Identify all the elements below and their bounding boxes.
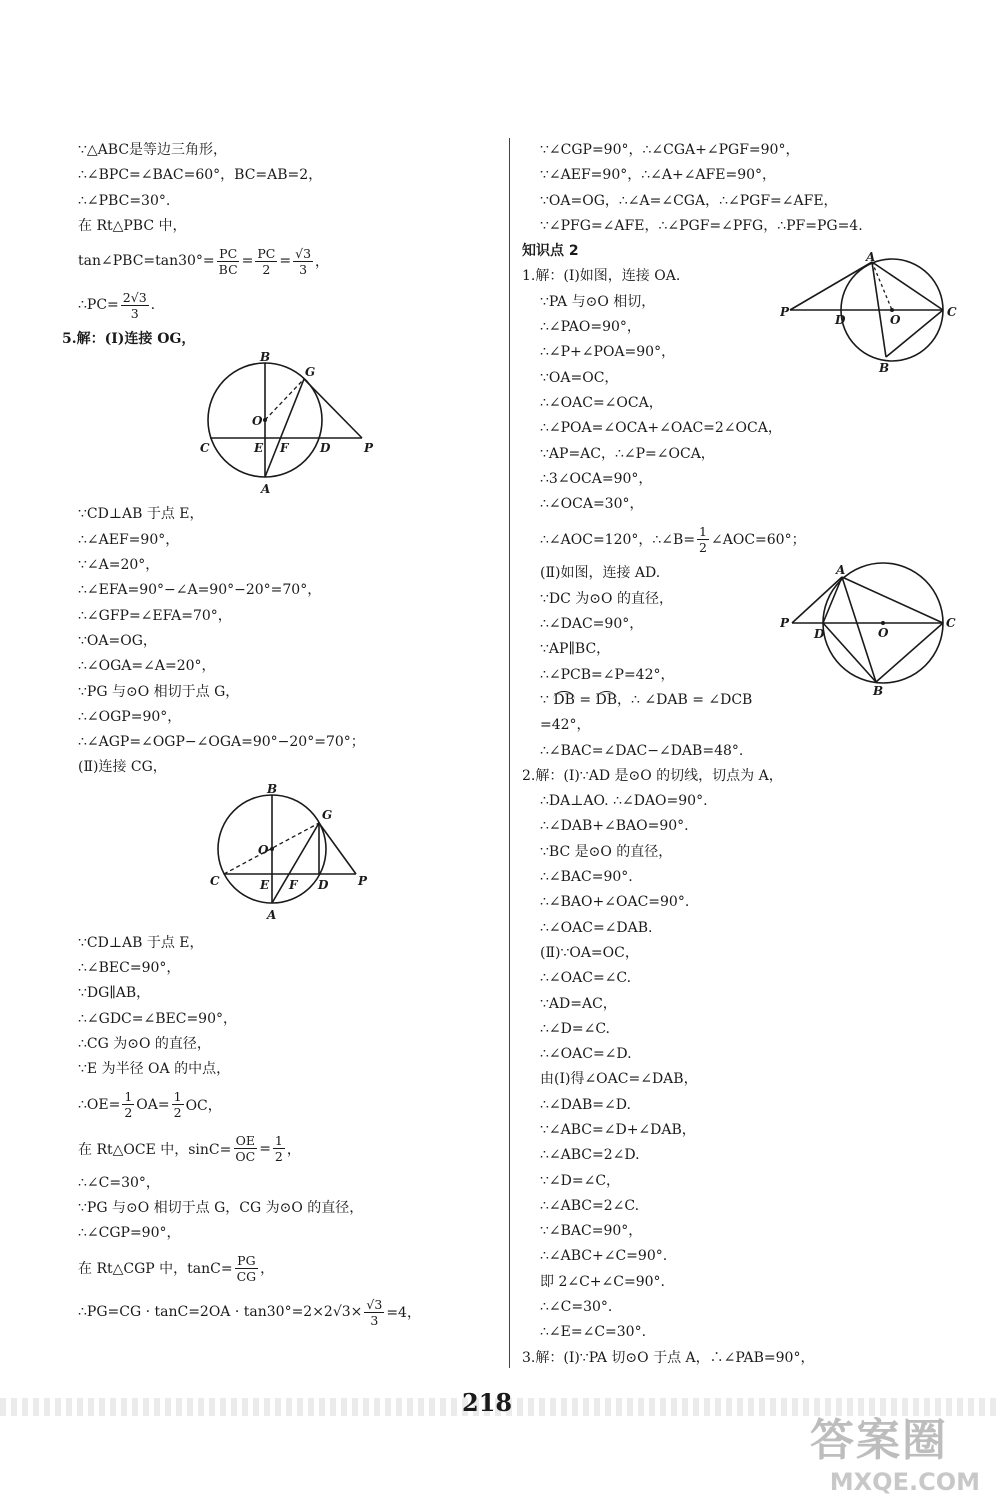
label-D: D: [320, 441, 331, 456]
text-line: ∵CD⊥AB 于点 E，: [78, 934, 204, 951]
text-line: ∴∠AGP=∠OGP−∠OGA=90°−20°=70°；: [78, 734, 365, 751]
denominator: 3: [370, 1312, 379, 1328]
formula-text: ，: [315, 254, 330, 271]
text-line: ∵AP∥BC，: [540, 641, 611, 658]
label-C: C: [200, 441, 210, 456]
fraction: [364, 1297, 384, 1328]
denominator: 2: [262, 261, 271, 277]
text-line: ∴∠CGP=90°，: [78, 1225, 181, 1242]
numerator: √3: [295, 245, 312, 261]
fraction: [273, 1133, 285, 1164]
text-line: ∴∠DAC=90°，: [540, 616, 644, 633]
text-line: ∴DA⊥AO. ∴∠DAO=90°.: [540, 793, 708, 810]
formula-text: 在 Rt△OCE 中，sinC=: [78, 1141, 232, 1158]
formula-text: =: [279, 253, 292, 270]
text-line: ∴∠PCB=∠P=42°，: [540, 666, 675, 683]
geometry-diagram: [192, 352, 392, 502]
arc-notation: DB: [595, 691, 618, 708]
text-line: ∵∠ABC=∠D+∠DAB，: [540, 1121, 696, 1138]
label-B: B: [879, 361, 890, 376]
text-line: ∵CD⊥AB 于点 E，: [78, 506, 204, 523]
text-line: ∵△ABC是等边三角形，: [78, 142, 228, 158]
formula-line: [522, 517, 962, 561]
text-line: ∵∠D=∠C，: [540, 1172, 621, 1189]
label-B: B: [260, 352, 271, 365]
fraction: [121, 290, 149, 321]
text-line: ∴∠C=30°.: [540, 1299, 613, 1316]
formula-text: =: [259, 1140, 271, 1157]
formula-text: ∴PC=: [78, 297, 119, 314]
text-line: ∴∠OAC=∠DAB.: [540, 919, 653, 936]
denominator: CG: [236, 1268, 257, 1284]
fraction: [255, 246, 277, 277]
text-line: ∴∠ABC=2∠C.: [540, 1197, 640, 1214]
text-line: ∵PG 与⊙O 相切于点 G，: [78, 683, 240, 700]
denominator: 2: [124, 1105, 133, 1121]
text-line: ∵PG 与⊙O 相切于点 G，CG 为⊙O 的直径，: [78, 1199, 364, 1216]
denominator: 3: [299, 261, 308, 277]
text-line: ∴∠PBC=30°.: [78, 192, 171, 209]
formula-text: ，: [260, 1261, 275, 1278]
text-line: ∴∠ABC+∠C=90°.: [540, 1248, 668, 1265]
formula-text: ∴∠AOC=120°，∴∠B=: [540, 532, 696, 549]
formula-line: [62, 1083, 492, 1127]
text-line: ∴CG 为⊙O 的直径，: [78, 1035, 211, 1052]
formula-line: [62, 1246, 492, 1290]
fraction: [235, 1253, 259, 1284]
label-A: A: [836, 563, 846, 578]
fraction: [293, 246, 313, 277]
text-line: ∴∠D=∠C.: [540, 1020, 610, 1037]
text-line: ∴∠DAB+∠BAO=90°.: [540, 818, 689, 835]
text-line: ∴∠DAB=∠D.: [540, 1096, 631, 1113]
formula-text: .: [150, 297, 156, 314]
fraction: [233, 1133, 257, 1164]
text-line: ∴∠BEC=90°，: [78, 960, 181, 977]
text-line: ∴3∠OCA=90°，: [540, 470, 653, 487]
label-O: O: [258, 842, 269, 857]
numerator: 1: [124, 1089, 133, 1105]
label-B: B: [267, 781, 278, 796]
watermark-url: MXQE.COM: [829, 1468, 980, 1496]
denominator: 3: [130, 305, 139, 321]
watermark-logo-text: 答案圈: [810, 1415, 948, 1466]
text-line: ∵OA=OG，∴∠A=∠CGA，∴∠PGF=∠AFE，: [540, 192, 838, 209]
label-P: P: [358, 873, 368, 888]
text-line: ∴∠OGA=∠A=20°，: [78, 658, 216, 675]
text-line: (Ⅱ)连接 CG，: [78, 759, 167, 776]
formula-text: tan∠PBC=tan30°=: [78, 253, 215, 270]
denominator: 2: [274, 1149, 283, 1165]
text-line: ∴∠BPC=∠BAC=60°，BC=AB=2，: [78, 167, 323, 184]
page-number: 218: [462, 1388, 513, 1417]
text-line: 1.解：(Ⅰ)如图，连接 OA.: [522, 268, 681, 285]
text-line: ∵DC 为⊙O 的直径，: [540, 590, 673, 607]
text-line: ∴∠GFP=∠EFA=70°，: [78, 607, 232, 624]
text-line: ∴∠OGP=90°，: [78, 708, 182, 725]
numerator: 1: [699, 523, 707, 539]
column-divider: [509, 138, 510, 1368]
geometry-diagram: [780, 252, 960, 382]
numerator: 1: [173, 1089, 182, 1105]
label-A: A: [261, 482, 271, 497]
label-C: C: [210, 873, 220, 888]
label-E: E: [254, 441, 264, 456]
numerator: 2√3: [122, 289, 147, 305]
label-A: A: [267, 907, 277, 922]
label-D: D: [318, 877, 329, 892]
text-line: ∴∠BAC=∠DAC−∠DAB=48°.: [540, 742, 744, 759]
figure-tangent-circle-2: [780, 561, 960, 696]
numerator: √3: [366, 1296, 383, 1312]
text-line: =42°，: [540, 717, 591, 734]
label-O: O: [890, 313, 901, 328]
formula-text: ∴OE=: [78, 1096, 121, 1113]
text-line: ∵DG∥AB，: [78, 985, 151, 1002]
formula-text: =: [241, 253, 254, 270]
question-heading: 5.解：(Ⅰ)连接 OG，: [62, 331, 196, 348]
text-line: ∵OA=OG，: [78, 632, 157, 649]
formula-text: =: [574, 691, 596, 708]
geometry-diagram: [204, 781, 404, 931]
question-heading: 3.解：(Ⅰ)∵PA 切⊙O 于点 A，∴∠PAB=90°，: [522, 1349, 815, 1366]
fraction: [697, 524, 709, 555]
figure-tangent-circle-1: [780, 252, 960, 382]
question-1-part-2-block: [522, 561, 962, 763]
label-P: P: [780, 305, 790, 320]
formula-text: ∵: [540, 691, 554, 708]
text-line: ∴∠AEF=90°，: [78, 531, 180, 548]
text-line: ∴∠C=30°，: [78, 1174, 160, 1191]
label-C: C: [946, 616, 956, 631]
label-O: O: [878, 626, 889, 641]
text-line: ∵AP=AC，∴∠P=∠OCA，: [540, 445, 715, 462]
label-A: A: [866, 252, 876, 265]
text-line: ∴∠EFA=90°−∠A=90°−20°=70°，: [78, 582, 322, 599]
denominator: BC: [218, 261, 238, 277]
fraction: [172, 1089, 184, 1120]
text-line: ∵∠AEF=90°，∴∠A+∠AFE=90°，: [540, 167, 777, 184]
label-D: D: [835, 313, 846, 328]
left-column: [62, 138, 492, 1334]
text-line: ∴∠OCA=30°，: [540, 496, 644, 513]
text-line: ∴∠PAO=90°，: [540, 319, 641, 336]
numerator: PC: [257, 245, 276, 261]
watermark: [810, 1404, 980, 1496]
denominator: OC: [235, 1149, 256, 1165]
text-line: ∴∠ABC=2∠D.: [540, 1147, 640, 1164]
text-line: 在 Rt△PBC 中，: [78, 217, 187, 234]
formula-text: OA=: [136, 1096, 170, 1113]
text-line: ∵E 为半径 OA 的中点，: [78, 1061, 231, 1078]
numerator: OE: [235, 1133, 255, 1149]
text-line: ∴∠OAC=∠OCA，: [540, 394, 663, 411]
numerator: PC: [219, 245, 238, 261]
question-1-block: [522, 252, 962, 561]
section-heading: 知识点 2: [522, 243, 579, 260]
text-line: ∴∠P+∠POA=90°，: [540, 344, 676, 361]
label-E: E: [260, 877, 270, 892]
label-F: F: [280, 441, 289, 456]
formula-text: 在 Rt△CGP 中，tanC=: [78, 1261, 233, 1278]
formula-text: ∠AOC=60°；: [711, 532, 806, 549]
figure-circle-tangent-1: [192, 352, 492, 502]
label-P: P: [364, 441, 374, 456]
label-B: B: [873, 684, 884, 697]
text-line: ∴∠OAC=∠C.: [540, 970, 632, 987]
text-line: ∴∠GDC=∠BEC=90°，: [78, 1010, 237, 1027]
numerator: 1: [274, 1133, 283, 1149]
text-line: ∴∠BAC=90°.: [540, 869, 633, 886]
formula-line: [62, 1290, 492, 1334]
text-line: ∴∠POA=∠OCA+∠OAC=2∠OCA，: [540, 420, 782, 437]
formula-text: =4，: [386, 1305, 421, 1322]
formula-line: [62, 239, 492, 283]
label-G: G: [322, 807, 333, 822]
fraction: [217, 246, 240, 277]
fraction: [122, 1089, 134, 1120]
text-line: ∵∠BAC=90°，: [540, 1223, 643, 1240]
label-P: P: [780, 616, 790, 631]
label-F: F: [289, 877, 298, 892]
figure-circle-tangent-2: [204, 781, 492, 931]
numerator: PG: [237, 1252, 256, 1268]
text-line: ∵∠CGP=90°，∴∠CGA+∠PGF=90°，: [540, 142, 800, 158]
denominator: 2: [173, 1105, 182, 1121]
formula-text: ∴PG=CG · tanC=2OA · tan30°=2×2√3×: [78, 1304, 363, 1321]
text-line: ∵∠A=20°，: [78, 557, 160, 574]
formula-line: [62, 1127, 492, 1171]
text-line: ∵AD=AC，: [540, 995, 617, 1012]
label-G: G: [305, 365, 316, 380]
formula-line: [62, 283, 492, 327]
geometry-diagram: [780, 561, 960, 696]
text-line: 即 2∠C+∠C=90°.: [540, 1273, 665, 1290]
right-column: [522, 138, 962, 1371]
text-line: 由(Ⅰ)得∠OAC=∠DAB，: [540, 1071, 698, 1088]
question-heading: 2.解：(Ⅰ)∵AD 是⊙O 的切线，切点为 A，: [522, 767, 783, 784]
label-O: O: [252, 414, 263, 429]
text-line: ∴∠BAO+∠OAC=90°.: [540, 894, 690, 911]
text-line: ∵∠PFG=∠AFE，∴∠PGF=∠PFG，∴PF=PG=4.: [540, 217, 863, 234]
formula-text: OC，: [185, 1097, 222, 1114]
text-line: ∵PA 与⊙O 相切，: [540, 293, 656, 310]
text-line: (Ⅱ)如图，连接 AD.: [540, 565, 661, 582]
label-C: C: [947, 305, 957, 320]
text-line: ∴∠E=∠C=30°.: [540, 1324, 647, 1341]
formula-text: ，∴ ∠DAB = ∠DCB: [617, 691, 753, 708]
arc-notation: DB: [553, 691, 575, 708]
formula-text: ，: [286, 1141, 301, 1158]
text-line: ∵OA=OC，: [540, 369, 619, 386]
label-D: D: [814, 627, 825, 642]
text-line: ∴∠OAC=∠D.: [540, 1046, 632, 1063]
text-line: (Ⅱ)∵OA=OC，: [540, 944, 639, 961]
denominator: 2: [699, 539, 707, 555]
text-line: ∵BC 是⊙O 的直径，: [540, 843, 673, 860]
